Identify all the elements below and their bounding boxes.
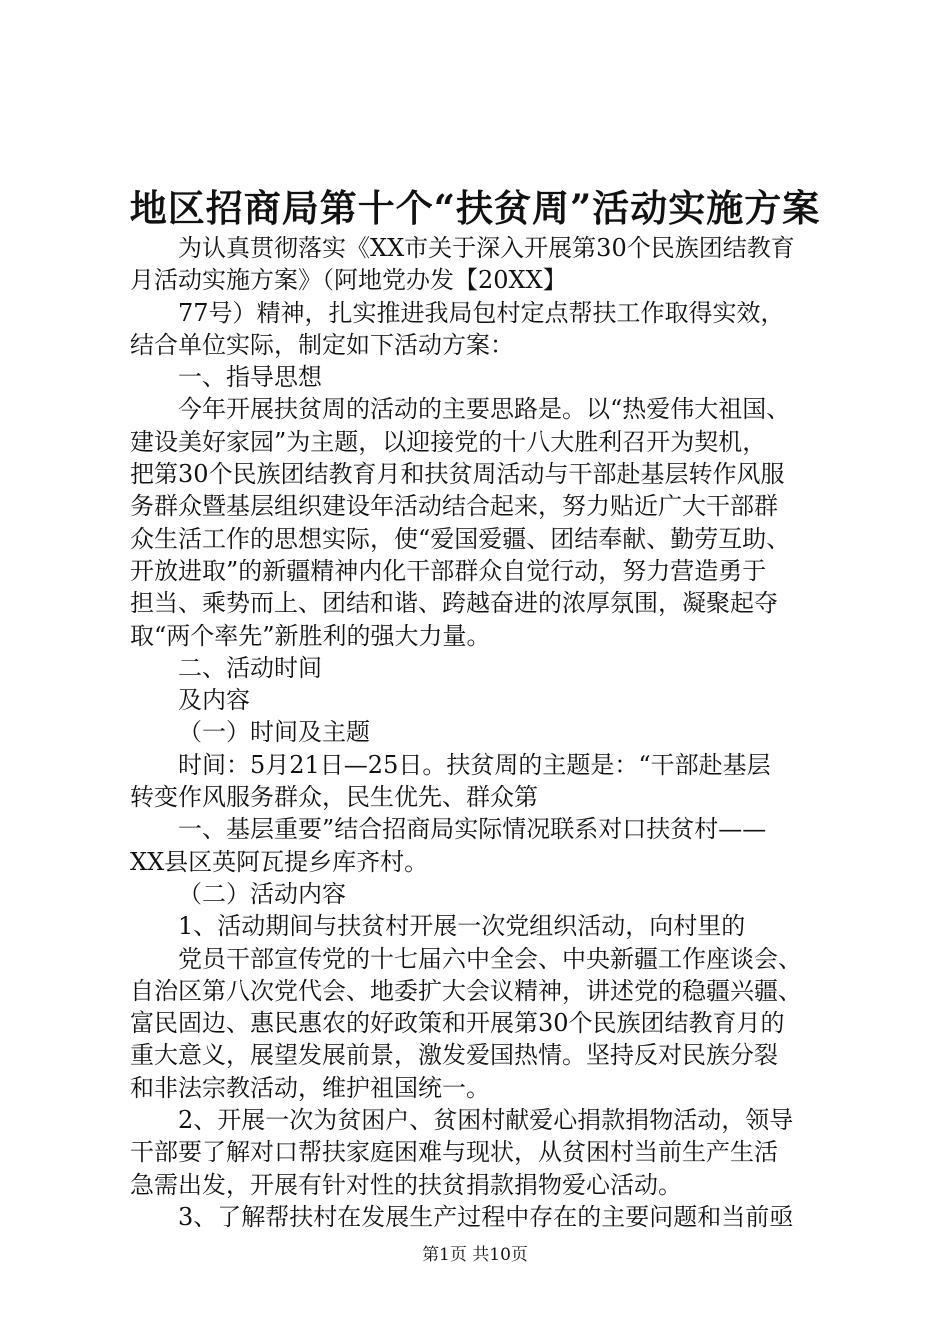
text-line: 开放进取”的新疆精神内化干部群众自觉行动，努力营造勇于: [130, 556, 767, 585]
text-line: 今年开展扶贫周的活动的主要思路是。以“热爱伟大祖国、: [178, 395, 791, 424]
page-number: 第1页 共10页: [422, 1245, 528, 1265]
subsection-heading: （二）活动内容: [178, 879, 346, 908]
text-line: 重大意义，展望发展前景，激发爱国热情。坚持反对民族分裂: [130, 1041, 778, 1070]
section-heading: 一、指导思想: [178, 363, 322, 392]
text-line: 取“两个率先”新胜利的强大力量。: [130, 621, 491, 650]
text-line: 务群众暨基层组织建设年活动结合起来，努力贴近广大干部群: [130, 492, 778, 521]
text-line: 党员干部宣传党的十七届六中全会、中央新疆工作座谈会、: [178, 944, 802, 973]
text-line: 2、开展一次为贫困户、贫困村献爱心捐款捐物活动，领导: [178, 1106, 794, 1135]
document-title: 地区招商局第十个“扶贫周”活动实施方案: [129, 186, 821, 230]
text-line: 把第30个民族团结教育月和扶贫周活动与干部赴基层转作风服: [130, 460, 785, 489]
text-line: 建设美好家园”为主题，以迎接党的十八大胜利召开为契机，: [130, 427, 767, 456]
text-line: 干部要了解对口帮扶家庭困难与现状，从贫困村当前生产生活: [130, 1138, 778, 1167]
text-line: 1、活动期间与扶贫村开展一次党组织活动，向村里的: [178, 912, 746, 941]
text-line: 担当、乘势而上、团结和谐、跨越奋进的浓厚氛围，凝聚起夺: [130, 589, 778, 618]
text-line: 时间：5月21日—25日。扶贫周的主题是：“干部赴基层: [178, 750, 771, 779]
text-line: XX县区英阿瓦提乡库齐村。: [130, 847, 429, 876]
subsection-heading: （一）时间及主题: [178, 718, 370, 747]
section-heading: 及内容: [178, 686, 250, 715]
text-line: 77号）精神，扎实推进我局包村定点帮扶工作取得实效，: [178, 298, 785, 327]
section-heading: 二、活动时间: [178, 653, 322, 682]
text-line: 众生活工作的思想实际，使“爱国爱疆、团结奉献、勤劳互助、: [130, 524, 791, 553]
document-body: [130, 232, 830, 1233]
text-line: 月活动实施方案》（阿地党办发【20XX】: [130, 266, 567, 295]
text-line: 一、基层重要”结合招商局实际情况联系对口扶贫村——: [178, 815, 767, 844]
text-line: 急需出发，开展有针对性的扶贫捐款捐物爱心活动。: [130, 1170, 682, 1199]
text-line: 结合单位实际，制定如下活动方案：: [130, 330, 514, 359]
text-line: 富民固边、惠民惠农的好政策和开展第30个民族团结教育月的: [130, 1009, 785, 1038]
text-line: 3、了解帮扶村在发展生产过程中存在的主要问题和当前亟: [178, 1202, 794, 1231]
text-line: 转变作风服务群众，民生优先、群众第: [130, 783, 538, 812]
text-line: 自治区第八次党代会、地委扩大会议精神，讲述党的稳疆兴疆、: [130, 976, 802, 1005]
text-line: 为认真贯彻落实《XX市关于深入开展第30个民族团结教育: [178, 234, 795, 262]
text-line: 和非法宗教活动，维护祖国统一。: [130, 1073, 490, 1102]
